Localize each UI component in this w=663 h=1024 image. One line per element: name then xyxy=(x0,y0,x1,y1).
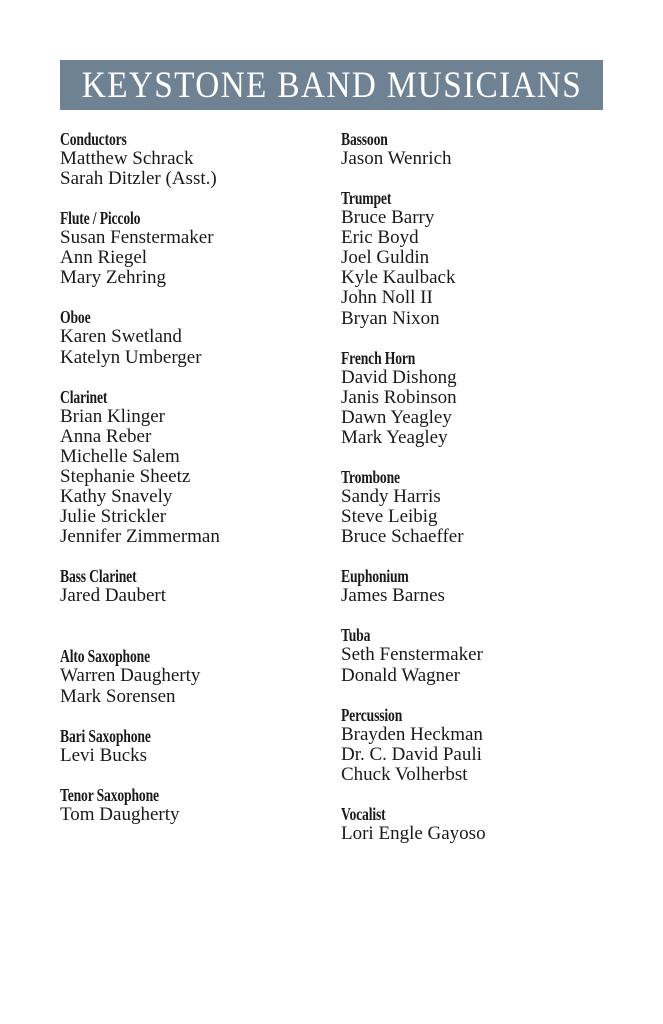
musician-name: Dawn Yeagley xyxy=(341,406,452,428)
section-heading: French Horn xyxy=(341,347,416,368)
section-heading: Tenor Saxophone xyxy=(60,784,159,805)
section-heading: Conductors xyxy=(60,129,127,149)
right-column xyxy=(341,129,603,844)
musician-name: Julie Strickler xyxy=(60,506,167,528)
musician-name: Dr. C. David Pauli xyxy=(341,743,482,765)
section-bass-clarinet xyxy=(60,566,330,606)
section-heading: Tuba xyxy=(341,625,371,646)
musician-name: Sandy Harris xyxy=(341,486,441,508)
section-heading: Flute / Piccolo xyxy=(60,208,141,229)
musician-name: Karen Swetland xyxy=(60,326,182,348)
musician-name: Mary Zehring xyxy=(60,267,167,289)
section-oboe xyxy=(60,307,330,367)
musician-name: Steve Leibig xyxy=(341,506,438,528)
musician-name: Matthew Schrack xyxy=(60,148,194,169)
musician-name: Susan Fenstermaker xyxy=(60,227,214,249)
musician-name: Jared Daubert xyxy=(60,585,167,607)
section-bari-saxophone xyxy=(60,726,330,766)
section-heading: Clarinet xyxy=(60,386,108,407)
musician-name: Stephanie Sheetz xyxy=(60,465,191,487)
musician-name: Levi Bucks xyxy=(60,744,148,766)
page-title: KEYSTONE BAND MUSICIANS xyxy=(81,64,582,106)
musician-name: John Noll II xyxy=(341,287,433,309)
section-heading: Vocalist xyxy=(341,803,386,824)
musician-name: Mark Sorensen xyxy=(60,685,176,707)
musician-name: Bruce Schaeffer xyxy=(341,526,464,548)
musician-name: Joel Guldin xyxy=(341,247,430,269)
musician-name: Anna Reber xyxy=(60,425,152,447)
musician-name: Mark Yeagley xyxy=(341,426,448,448)
musician-name: Chuck Volherbst xyxy=(341,763,468,785)
section-vocalist xyxy=(341,804,603,844)
section-french-horn xyxy=(341,348,603,448)
musician-name: Eric Boyd xyxy=(341,227,419,249)
section-heading: Euphonium xyxy=(341,566,409,587)
musician-name: Tom Daugherty xyxy=(60,803,180,825)
section-heading: Bass Clarinet xyxy=(60,566,137,587)
section-heading: Bari Saxophone xyxy=(60,725,151,746)
musician-name: Bryan Nixon xyxy=(341,307,440,329)
musician-name: Lori Engle Gayoso xyxy=(341,822,486,844)
section-heading: Oboe xyxy=(60,307,91,328)
musician-name: Janis Robinson xyxy=(341,386,457,408)
musician-name: Sarah Ditzler (Asst.) xyxy=(60,168,217,190)
musician-name: Michelle Salem xyxy=(60,445,180,467)
section-euphonium xyxy=(341,566,603,606)
section-clarinet xyxy=(60,387,330,548)
musician-name: Ann Riegel xyxy=(60,247,148,269)
musician-name: Bruce Barry xyxy=(341,207,435,229)
musician-name: Donald Wagner xyxy=(341,664,460,686)
musician-name: Seth Fenstermaker xyxy=(341,644,483,666)
section-flute-piccolo xyxy=(60,208,330,288)
section-percussion xyxy=(341,705,603,785)
musician-name: Warren Daugherty xyxy=(60,665,201,687)
musician-name: Jason Wenrich xyxy=(341,148,452,169)
section-trombone xyxy=(341,467,603,547)
musician-name: James Barnes xyxy=(341,585,445,607)
section-trumpet xyxy=(341,188,603,329)
musician-name: Kathy Snavely xyxy=(60,486,173,508)
section-heading: Trombone xyxy=(341,467,400,488)
title-banner xyxy=(60,60,603,110)
musician-name: Brian Klinger xyxy=(60,405,166,427)
section-heading: Percussion xyxy=(341,704,403,725)
musician-name: Katelyn Umberger xyxy=(60,346,202,368)
section-tuba xyxy=(341,625,603,685)
section-heading: Bassoon xyxy=(341,129,388,149)
left-column xyxy=(60,129,330,825)
musician-name: Brayden Heckman xyxy=(341,723,483,745)
section-heading: Alto Saxophone xyxy=(60,646,150,667)
section-heading: Trumpet xyxy=(341,188,392,209)
musician-name: David Dishong xyxy=(341,366,457,388)
section-alto-saxophone xyxy=(60,646,330,706)
section-tenor-saxophone xyxy=(60,785,330,825)
section-conductors xyxy=(60,129,330,189)
musician-name: Kyle Kaulback xyxy=(341,267,456,289)
section-bassoon xyxy=(341,129,603,169)
musician-name: Jennifer Zimmerman xyxy=(60,526,220,548)
